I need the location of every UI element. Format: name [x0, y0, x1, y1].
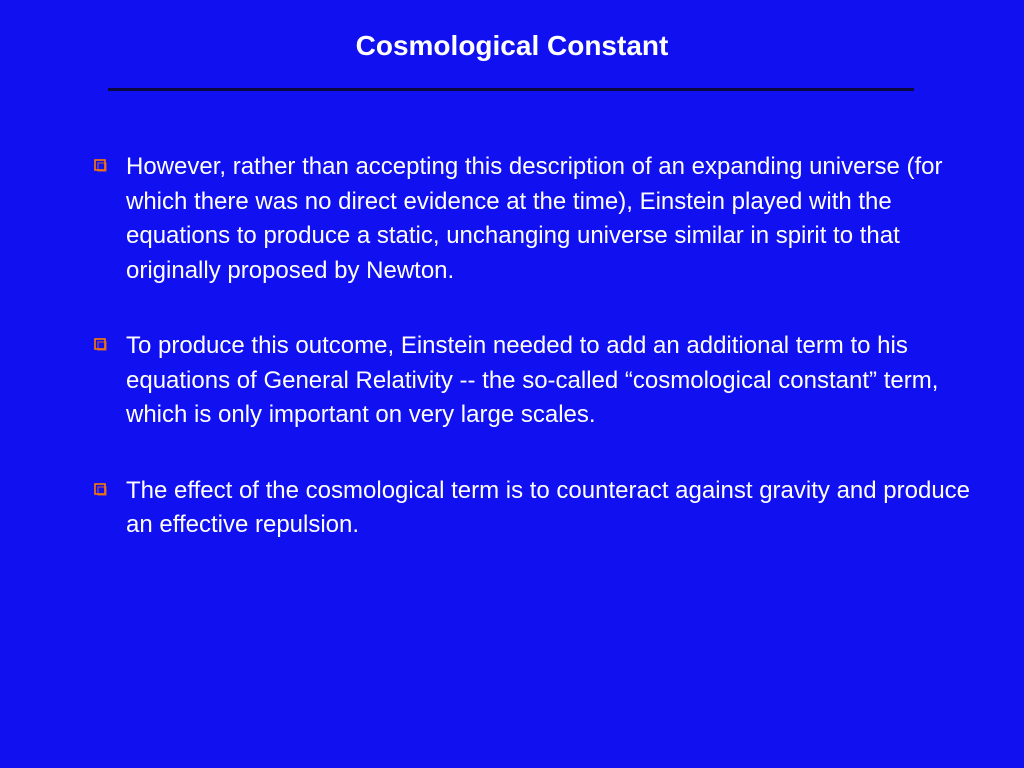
bullet-text: However, rather than accepting this description of an expanding universe (for which there was no direct evidence at the time), Einstein played with the equations to produce a static, unchanging universe similar in spirit to that originally proposed by Newton. — [126, 153, 943, 284]
bullet-text: The effect of the cosmological term is to counteract against gravity and produce an effective repulsion. — [126, 476, 971, 538]
bullet-item — [90, 329, 970, 433]
title-underline-divider — [108, 88, 914, 91]
bullet-item — [90, 474, 970, 543]
hollow-square-bullet-icon — [94, 159, 107, 172]
bullet-item — [90, 150, 970, 288]
bullet-text: To produce this outcome, Einstein needed to add an additional term to his equations of General Relativity -- the so-called “cosmological constant” term, which is only important on very large scales. — [126, 332, 939, 428]
bullet-list — [90, 150, 970, 584]
slide-title: Cosmological Constant — [355, 30, 669, 61]
hollow-square-bullet-icon — [94, 483, 107, 496]
hollow-square-bullet-icon — [94, 338, 107, 351]
